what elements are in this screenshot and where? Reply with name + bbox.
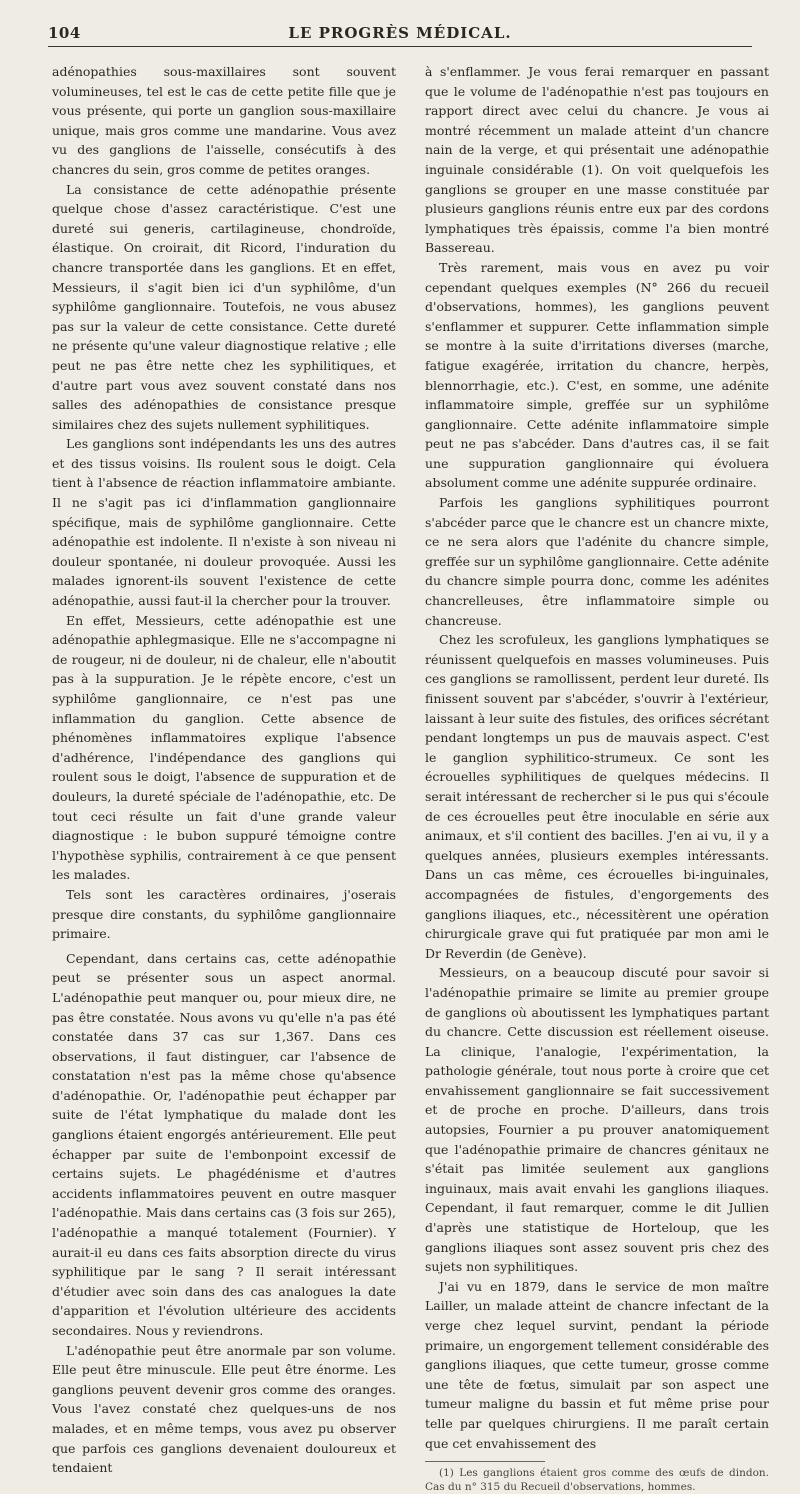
paragraph: L'adénopathie peut être anormale par son volume. Elle peut être minuscule. Elle peut être énorme. Les ganglions peuvent devenir gros comme des oranges. Vous l'avez constaté chez quelques-uns de nos malades, et en même temps, vous avez pu observer que parfois ces ganglions devenaient douloureux et tendaient <box>52 1342 396 1476</box>
paragraph: à s'enflammer. Je vous ferai remarquer en passant que le volume de l'adénopathie n'est pas toujours en rapport direct avec celui du chancre. Je vous ai montré récemment un malade atteint d'un chancre nain de la verge, et qui présentait une adénopathie inguinale considérable (1). On voit quelquefois les ganglions se grouper en une masse constituée par plusieurs ganglions réunis entre eux par des cordons lymphatiques très épaissis, comme l'a bien montré Bassereau. <box>425 64 769 256</box>
running-head: LE PROGRÈS MÉDICAL. <box>288 24 512 42</box>
paragraph: Parfois les ganglions syphilitiques pourront s'abcéder parce que le chancre est un chancre mixte, ce ne sera alors que l'adénite du chancre simple, greffée sur un syphilôme ganglionnaire. Cette adénite du chancre simple pourra donc, comme les adénites chancrelleuses, être inflammatoire simple ou chancreuse. <box>425 495 769 628</box>
paragraph: En effet, Messieurs, cette adénopathie est une adénopathie aphlegmasique. Elle ne s'accompagne ni de rougeur, ni de douleur, ni de chaleur, elle n'aboutit pas à la suppuration. Je le répète encore, c'est un syphilôme ganglionnaire, ce n'est pas une inflammation du ganglion. Cette absence de phénomènes inflammatoires explique l'absence d'adhérence, l'indépendance des ganglions qui roulent sous le doigt, l'absence de suppuration et de douleurs, la dureté spéciale de l'adénopathie, etc. De tout ceci résulte un fait d'une grande valeur diagnostique : le bubon suppuré témoigne contre l'hypothèse syphilis, contrairement à ce que pensent les malades. <box>52 612 396 883</box>
footnote: (1) Les ganglions étaient gros comme des œufs de dindon. Cas du n° 315 du Recueil d'observations, hommes. <box>425 1467 769 1494</box>
paragraph: Chez les scrofuleux, les ganglions lymphatiques se réunissent quelquefois en masses volumineuses. Puis ces ganglions se ramollissent, perdent leur dureté. Ils finissent souvent par s'abcéder, s'ouvrir à l'extérieur, laissant à leur suite des fistules, des orifices sécrétant pendant longtemps un pus de mauvais aspect. C'est le ganglion syphilitico-strumeux. Ce sont les écrouelles syphilitiques de quelques médecins. Il serait intéressant de rechercher si le pus qui s'écoule de ces écrouelles peut être inoculable en série aux animaux, et s'il contient des bacilles. J'en ai vu, il y a quelques années, plusieurs exemples intéressants. Dans un cas même, ces écrouelles bi-inguinales, accompagnées de fistules, d'engorgements des ganglions iliaques, etc., nécessitèrent une opération chirurgicale grave qui fut pratiquée par mon ami le Dr Reverdin (de Genève). <box>425 632 769 961</box>
paragraph: La consistance de cette adénopathie présente quelque chose d'assez caractéristique. C'est une dureté sui generis, cartilagineuse, chondroïde, élastique. On croirait, dit Ricord, l'induration du chancre transportée dans les ganglions. Et en effet, Messieurs, il s'agit bien ici d'un syphilôme, d'un syphilôme ganglionnaire. Toutefois, ne vous abusez pas sur la valeur de cette consistance. Cette dureté ne présente qu'une valeur diagnostique relative ; elle peut ne pas être nette chez les syphilitiques, et d'autre part vous avez souvent constaté dans nos salles des adénopathies de consistance presque similaires chez des sujets nullement syphilitiques. <box>52 181 396 432</box>
paragraph: Les ganglions sont indépendants les uns des autres et des tissus voisins. Ils roulent sous le doigt. Cela tient à l'absence de réaction inflammatoire ambiante. Il ne s'agit pas ici d'inflammation ganglionnaire spécifique, mais de syphilôme ganglionnaire. Cette adénopathie est indolente. Il n'existe à son niveau ni douleur spontanée, ni douleur provoquée. Aussi les malades ignorent-ils souvent l'existence de cette adénopathie, aussi faut-il la chercher pour la trouver. <box>52 436 396 609</box>
paragraph: Cependant, dans certains cas, cette adénopathie peut se présenter sous un aspect anormal. L'adénopathie peut manquer ou, pour mieux dire, ne pas être constatée. Nous avons vu qu'elle n'a pas été constatée dans 37 cas sur 1,367. Dans ces observations, il faut distinguer, car l'absence de constatation n'est pas la même chose qu'absence d'adénopathie. Or, l'adénopathie peut échapper par suite de l'état lymphatique du malade dont les ganglions étaient engorgés antérieurement. Elle peut échapper par suite de l'embonpoint excessif de certains sujets. Le phagédénisme et d'autres accidents inflammatoires peuvent en outre masquer l'adénopathie. Mais dans certains cas (3 fois sur 265), l'adénopathie a manqué totalement (Fournier). Y aurait-il eu dans ces faits absorption directe du virus syphilitique par le sang ? Il serait intéressant d'étudier avec soin dans des cas analogues la date d'apparition et l'évolution ultérieure des accidents secondaires. Nous y reviendrons. <box>52 950 396 1338</box>
page-number: 104 <box>48 24 81 42</box>
paragraph: Messieurs, on a beaucoup discuté pour savoir si l'adénopathie primaire se limite au premier groupe de ganglions où aboutissent les lymphatiques partant du chancre. Cette discussion est réellement oiseuse. La clinique, l'analogie, l'expérimentation, la pathologie générale, tout nous porte à croire que cet envahissement ganglionnaire se fait successivement et de proche en proche. D'ailleurs, dans trois autopsies, Fournier a pu prouver anatomiquement que l'adénopathie primaire de chancres génitaux ne s'était pas limitée seulement aux ganglions inguinaux, mais avait envahi les ganglions iliaques. Cependant, il faut remarquer, comme le dit Jullien d'après une statistique de Horteloup, que les ganglions iliaques sont assez souvent pris chez des sujets non syphilitiques. <box>425 965 769 1275</box>
paragraph: adénopathies sous-maxillaires sont souvent volumineuses, tel est le cas de cette petite fille que je vous présente, qui porte un ganglion sous-maxillaire unique, mais gros comme une mandarine. Vous avez vu des ganglions de l'aisselle, consécutifs à des chancres du sein, gros comme de petites oranges. <box>52 64 396 177</box>
left-column <box>52 62 396 1476</box>
right-column <box>425 62 769 1494</box>
paragraph: Tels sont les caractères ordinaires, j'oserais presque dire constants, du syphilôme ganglionnaire primaire. <box>52 886 396 942</box>
footnote-divider <box>425 1461 545 1462</box>
page-header <box>48 22 752 47</box>
paragraph: Très rarement, mais vous en avez pu voir cependant quelques exemples (N° 266 du recueil d'observations, hommes), les ganglions peuvent s'enflammer et suppurer. Cette inflammation simple se montre à la suite d'irritations diverses (marche, fatigue exagérée, irritation du chancre, herpès, blennorrhagie, etc.). C'est, en somme, une adénite inflammatoire simple, greffée sur un syphilôme ganglionnaire. Cette adénite inflammatoire simple peut ne pas s'abcéder. Dans d'autres cas, il se fait une suppuration ganglionnaire qui évoluera absolument comme une adénite suppurée ordinaire. <box>425 259 769 491</box>
paragraph: J'ai vu en 1879, dans le service de mon maître Lailler, un malade atteint de chancre infectant de la verge chez lequel survint, pendant la période primaire, un engorgement tellement considérable des ganglions iliaques, que cette tumeur, grosse comme une tête de fœtus, simulait par son aspect une tumeur maligne du bassin et fut même prise pour telle par quelques chirurgiens. Il me paraît certain que cet envahissement des <box>425 1278 769 1451</box>
